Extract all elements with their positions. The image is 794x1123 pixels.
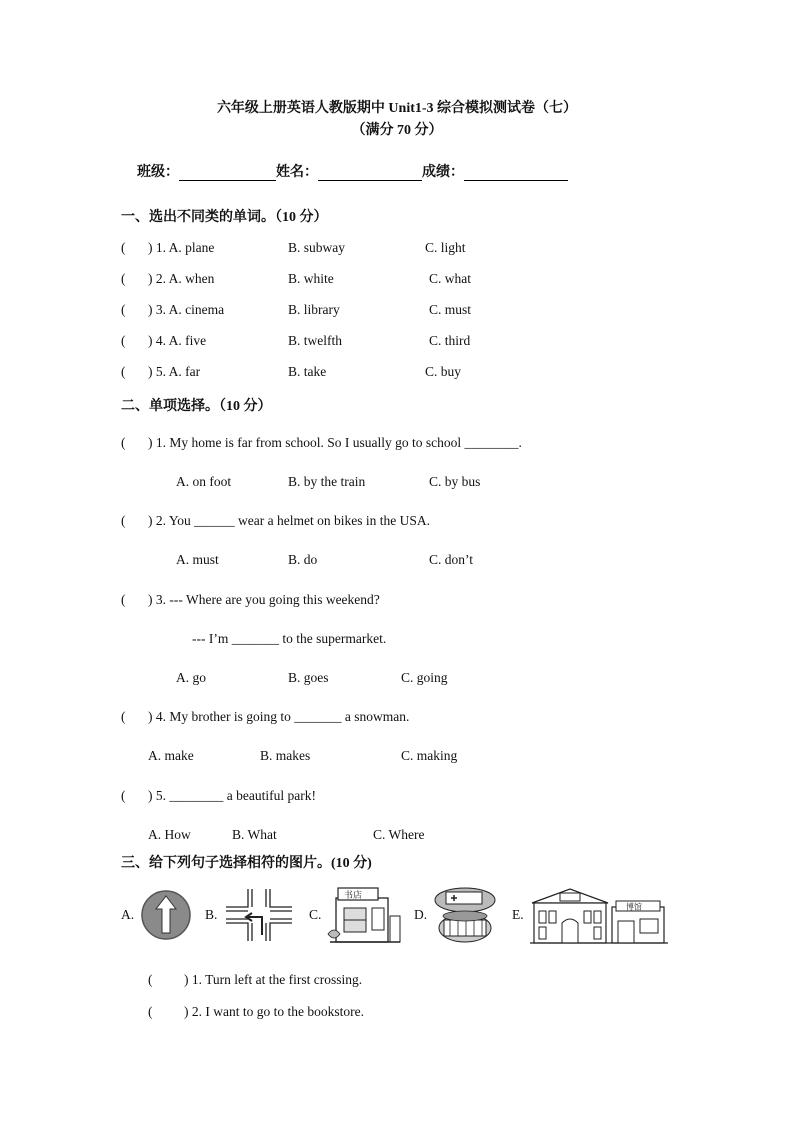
answer-paren[interactable]: ( — [121, 364, 126, 379]
straight-arrow-sign-icon — [140, 889, 192, 941]
museum-building-icon — [530, 885, 668, 945]
answer-paren[interactable]: ( — [121, 240, 126, 255]
question-stem: ) 4. My brother is going to _______ a snowman. — [148, 709, 410, 724]
info-line — [137, 161, 568, 181]
answer-paren[interactable]: ( — [148, 972, 153, 987]
answer-paren[interactable]: ( — [121, 435, 126, 450]
option-c: C. making — [401, 748, 458, 763]
picture-label-a: A. — [121, 907, 135, 922]
name-label: 姓名： — [276, 165, 318, 180]
answer-paren[interactable]: ( — [121, 271, 126, 286]
score-label: 成绩： — [422, 165, 464, 180]
question-stem: ) 2. I want to go to the bookstore. — [184, 1004, 364, 1019]
question-number: ) 4. A. five — [148, 333, 207, 348]
section1-heading: 一、选出不同类的单词。（10 分） — [121, 210, 328, 225]
question-stem: ) 3. --- Where are you going this weekend? — [148, 592, 380, 607]
question-number: ) 1. A. plane — [148, 240, 215, 255]
hospital-cinema-building-icon — [432, 886, 498, 944]
option-c: C. must — [429, 302, 472, 317]
answer-paren[interactable]: ( — [148, 1004, 153, 1019]
bookstore-building-icon — [326, 886, 404, 944]
question-stem: ) 5. ________ a beautiful park! — [148, 788, 316, 803]
class-label: 班级： — [137, 165, 179, 180]
museum-sign-text: 博馆 — [626, 902, 642, 912]
option-c: C. what — [429, 271, 471, 286]
option-c: C. Where — [373, 827, 425, 842]
option-a: A. make — [148, 748, 194, 763]
option-a: A. go — [176, 670, 206, 685]
picture-label-e: E. — [512, 907, 524, 922]
option-b: B. twelfth — [288, 333, 342, 348]
option-a: A. on foot — [176, 474, 232, 489]
option-b: B. by the train — [288, 474, 366, 489]
bookstore-sign-text: 书店 — [344, 891, 363, 901]
answer-paren[interactable]: ( — [121, 709, 126, 724]
option-c: C. buy — [425, 364, 462, 379]
picture-label-d: D. — [414, 907, 428, 922]
option-b: B. white — [288, 271, 334, 286]
option-b: B. do — [288, 552, 318, 567]
option-a: A. must — [176, 552, 219, 567]
page-subtitle: （满分 70 分） — [351, 123, 443, 138]
option-b: B. What — [232, 827, 277, 842]
question-stem: ) 1. My home is far from school. So I usually go to school ________. — [148, 435, 522, 450]
question-stem: ) 2. You ______ wear a helmet on bikes in the USA. — [148, 513, 430, 528]
option-c: C. don’t — [429, 552, 474, 567]
picture-label-b: B. — [205, 907, 218, 922]
question-stem: ) 1. Turn left at the first crossing. — [184, 972, 363, 987]
answer-paren[interactable]: ( — [121, 592, 126, 607]
answer-paren[interactable]: ( — [121, 302, 126, 317]
question-number: ) 5. A. far — [148, 364, 201, 379]
page-title: 六年级上册英语人教版期中 Unit1-3 综合模拟测试卷（七） — [216, 101, 578, 116]
option-c: C. third — [429, 333, 471, 348]
option-c: C. by bus — [429, 474, 481, 489]
option-c: C. light — [425, 240, 466, 255]
question-line2: --- I’m _______ to the supermarket. — [192, 631, 387, 646]
option-b: B. makes — [260, 748, 311, 763]
question-number: ) 3. A. cinema — [148, 302, 225, 317]
answer-paren[interactable]: ( — [121, 513, 126, 528]
question-number: ) 2. A. when — [148, 271, 215, 286]
option-b: B. take — [288, 364, 327, 379]
answer-paren[interactable]: ( — [121, 788, 126, 803]
section3-heading: 三、给下列句子选择相符的图片。(10 分) — [121, 856, 372, 871]
option-b: B. goes — [288, 670, 329, 685]
option-b: B. subway — [288, 240, 345, 255]
class-blank[interactable] — [179, 166, 276, 181]
option-b: B. library — [288, 302, 340, 317]
crossing-turn-left-icon — [222, 887, 296, 943]
answer-paren[interactable]: ( — [121, 333, 126, 348]
score-blank[interactable] — [464, 166, 568, 181]
option-a: A. How — [148, 827, 191, 842]
option-c: C. going — [401, 670, 448, 685]
name-blank[interactable] — [318, 166, 422, 181]
section2-heading: 二、单项选择。（10 分） — [121, 399, 272, 414]
picture-label-c: C. — [309, 907, 322, 922]
